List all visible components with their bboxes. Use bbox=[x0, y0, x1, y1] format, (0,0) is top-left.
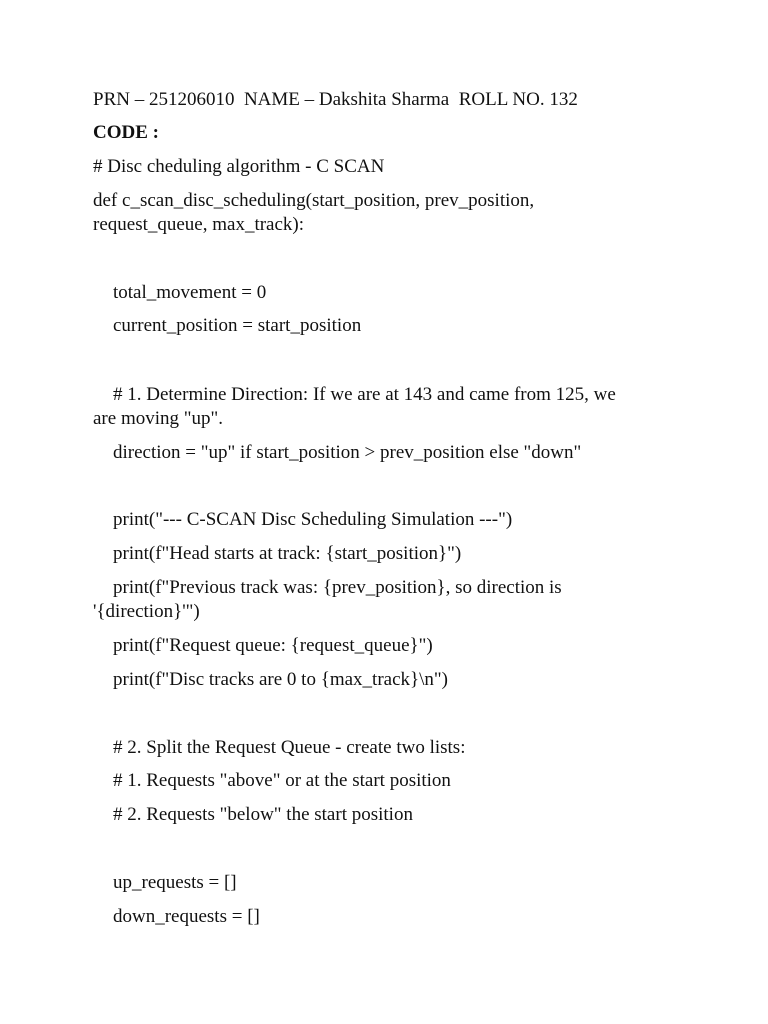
code-comment-title: # Disc cheduling algorithm - C SCAN bbox=[93, 156, 385, 177]
code-print-title: print("--- C-SCAN Disc Scheduling Simulation ---") bbox=[113, 509, 513, 530]
code-comment-direction-2: are moving "up". bbox=[93, 408, 224, 429]
code-print-queue: print(f"Request queue: {request_queue}") bbox=[113, 635, 433, 656]
code-comment-direction-1: # 1. Determine Direction: If we are at 143 and came from 125, we bbox=[113, 384, 616, 405]
code-print-tracks: print(f"Disc tracks are 0 to {max_track}\n") bbox=[113, 669, 448, 690]
code-total-movement: total_movement = 0 bbox=[113, 282, 267, 303]
code-print-prev-1: print(f"Previous track was: {prev_position}, so direction is bbox=[113, 577, 562, 598]
code-direction-line: direction = "up" if start_position > prev_position else "down" bbox=[113, 442, 582, 463]
code-comment-below: # 2. Requests "below" the start position bbox=[113, 804, 413, 825]
code-comment-above: # 1. Requests "above" or at the start position bbox=[113, 770, 451, 791]
code-up-requests: up_requests = [] bbox=[113, 872, 237, 893]
code-def-line-2: request_queue, max_track): bbox=[93, 214, 305, 235]
student-info-line: PRN – 251206010 NAME – Dakshita Sharma ROLL NO. 132 bbox=[93, 89, 578, 110]
code-current-position: current_position = start_position bbox=[113, 315, 362, 336]
code-down-requests: down_requests = [] bbox=[113, 906, 260, 927]
code-def-line-1: def c_scan_disc_scheduling(start_position, prev_position, bbox=[93, 190, 535, 211]
code-print-prev-2: '{direction}'") bbox=[93, 601, 200, 622]
code-print-head: print(f"Head starts at track: {start_position}") bbox=[113, 543, 462, 564]
code-heading: CODE : bbox=[93, 122, 159, 143]
code-comment-split: # 2. Split the Request Queue - create two lists: bbox=[113, 737, 466, 758]
